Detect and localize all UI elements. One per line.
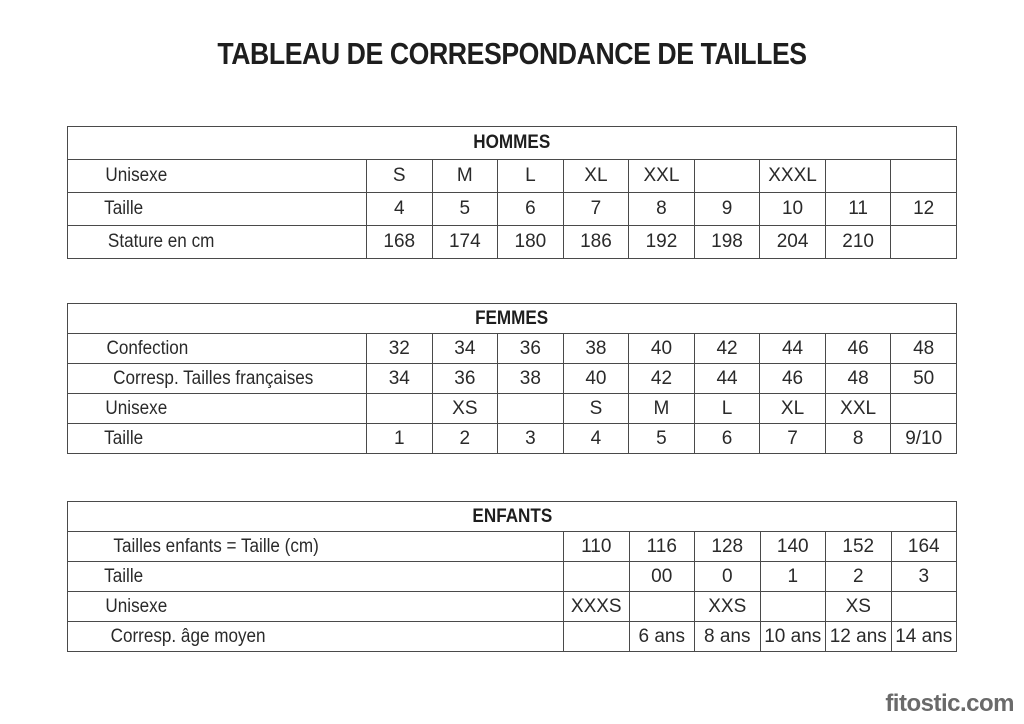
cell: 8: [825, 424, 891, 454]
cell: 00: [629, 562, 695, 592]
cell: 14 ans: [891, 622, 957, 652]
cell: 4: [563, 424, 629, 454]
section-heading-hommes: HOMMES: [68, 127, 957, 160]
cell: 2: [826, 562, 892, 592]
cell: S: [563, 394, 629, 424]
cell: XS: [432, 394, 498, 424]
cell: 32: [367, 334, 433, 364]
table-heading-row: [68, 304, 957, 334]
table-row: [68, 532, 957, 562]
cell: [825, 160, 891, 193]
cell: 42: [694, 334, 760, 364]
table-femmes: [67, 303, 957, 454]
cell: 210: [825, 226, 891, 259]
table-row: [68, 424, 957, 454]
row-label: Taille: [68, 562, 564, 592]
cell: 8: [629, 193, 695, 226]
section-heading-enfants: ENFANTS: [68, 502, 957, 532]
cell: 8 ans: [695, 622, 761, 652]
cell: XXL: [825, 394, 891, 424]
cell: 2: [432, 424, 498, 454]
cell: 7: [563, 193, 629, 226]
cell: 40: [563, 364, 629, 394]
cell: 12 ans: [826, 622, 892, 652]
cell: 50: [891, 364, 957, 394]
cell: 3: [498, 424, 564, 454]
cell: 6: [498, 193, 564, 226]
row-label: Tailles enfants = Taille (cm): [68, 532, 564, 562]
table-row: [68, 226, 957, 259]
cell: [564, 562, 630, 592]
cell: 44: [694, 364, 760, 394]
cell: 36: [498, 334, 564, 364]
cell: 174: [432, 226, 498, 259]
table-row: [68, 364, 957, 394]
cell: XXXL: [760, 160, 826, 193]
cell: [564, 622, 630, 652]
cell: 4: [367, 193, 433, 226]
cell: 48: [891, 334, 957, 364]
row-label: Confection: [68, 334, 367, 364]
cell: 140: [760, 532, 826, 562]
table-hommes: [67, 126, 957, 259]
table-row: [68, 592, 957, 622]
cell: 46: [760, 364, 826, 394]
row-label: Stature en cm: [68, 226, 367, 259]
row-label: Unisexe: [68, 160, 367, 193]
cell: [891, 226, 957, 259]
cell: 34: [367, 364, 433, 394]
cell: 40: [629, 334, 695, 364]
table-row: [68, 193, 957, 226]
table-row: [68, 394, 957, 424]
cell: 6: [694, 424, 760, 454]
cell: 36: [432, 364, 498, 394]
table-row: [68, 160, 957, 193]
row-label: Taille: [68, 193, 367, 226]
table-row: [68, 622, 957, 652]
cell: 180: [498, 226, 564, 259]
cell: 186: [563, 226, 629, 259]
cell: XS: [826, 592, 892, 622]
cell: L: [498, 160, 564, 193]
cell: [891, 160, 957, 193]
table-enfants: [67, 501, 957, 652]
cell: 9: [694, 193, 760, 226]
cell: 44: [760, 334, 826, 364]
cell: [891, 394, 957, 424]
cell: 128: [695, 532, 761, 562]
cell: M: [432, 160, 498, 193]
watermark: fitostic.com: [885, 690, 1014, 717]
cell: [629, 592, 695, 622]
row-label: Corresp. âge moyen: [68, 622, 564, 652]
cell: 5: [432, 193, 498, 226]
cell: 34: [432, 334, 498, 364]
cell: M: [629, 394, 695, 424]
cell: XXXS: [564, 592, 630, 622]
cell: 152: [826, 532, 892, 562]
cell: 168: [367, 226, 433, 259]
cell: 11: [825, 193, 891, 226]
cell: 5: [629, 424, 695, 454]
cell: 116: [629, 532, 695, 562]
page-title: TABLEAU DE CORRESPONDANCE DE TAILLES: [217, 36, 807, 71]
table-row: [68, 562, 957, 592]
cell: 110: [564, 532, 630, 562]
cell: [760, 592, 826, 622]
cell: 6 ans: [629, 622, 695, 652]
cell: [694, 160, 760, 193]
section-heading-femmes: FEMMES: [68, 304, 957, 334]
cell: 9/10: [891, 424, 957, 454]
cell: [367, 394, 433, 424]
cell: 48: [825, 364, 891, 394]
cell: 38: [563, 334, 629, 364]
cell: [498, 394, 564, 424]
cell: XL: [760, 394, 826, 424]
cell: 1: [367, 424, 433, 454]
row-label: Unisexe: [68, 592, 564, 622]
cell: 10: [760, 193, 826, 226]
cell: 1: [760, 562, 826, 592]
cell: 12: [891, 193, 957, 226]
row-label: Corresp. Tailles françaises: [68, 364, 367, 394]
cell: L: [694, 394, 760, 424]
cell: S: [367, 160, 433, 193]
table-heading-row: [68, 127, 957, 160]
cell: XL: [563, 160, 629, 193]
cell: 46: [825, 334, 891, 364]
cell: 7: [760, 424, 826, 454]
cell: 10 ans: [760, 622, 826, 652]
cell: XXS: [695, 592, 761, 622]
table-row: [68, 334, 957, 364]
cell: 3: [891, 562, 957, 592]
cell: 0: [695, 562, 761, 592]
cell: 198: [694, 226, 760, 259]
cell: 204: [760, 226, 826, 259]
cell: 192: [629, 226, 695, 259]
row-label: Unisexe: [68, 394, 367, 424]
table-heading-row: [68, 502, 957, 532]
row-label: Taille: [68, 424, 367, 454]
cell: 164: [891, 532, 957, 562]
cell: 38: [498, 364, 564, 394]
cell: [891, 592, 957, 622]
cell: 42: [629, 364, 695, 394]
cell: XXL: [629, 160, 695, 193]
